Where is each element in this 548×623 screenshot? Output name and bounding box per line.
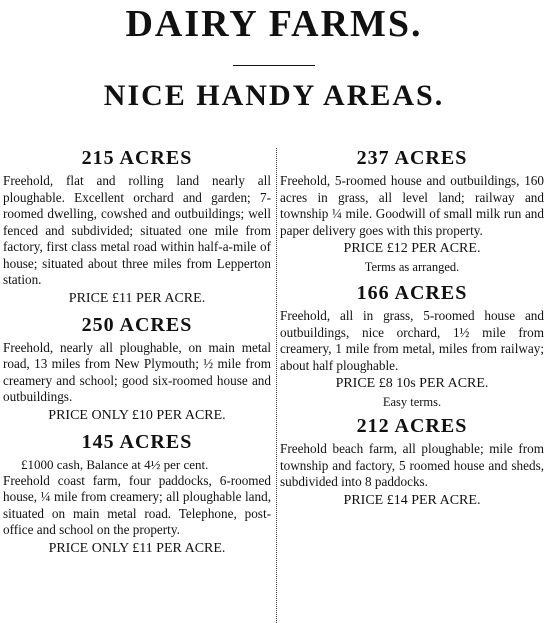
listing-heading: 145 ACRES bbox=[81, 430, 193, 453]
listing-description: Freehold coast farm, four paddocks, 6-roomed house, ¼ mile from creamery; all ploughable land, situated on main metal road. Telephone, post-office and school on the property. bbox=[3, 472, 271, 537]
listing-description: Freehold, all in grass, 5-roomed house and outbuildings, nice orchard, 1½ mile from creamery, 1 mile from metal, miles from railway; about half ploughable. bbox=[280, 308, 544, 373]
listing-heading: 212 ACRES bbox=[356, 415, 468, 437]
listing-description: Freehold, flat and rolling land nearly all ploughable. Excellent orchard and garden; 7-roomed dwelling, cowshed and outbuildings; well fenced and subdivided; situated one mile from factory, first class metal road within half-a-mile of house; situated about three miles from Lepperton station. bbox=[3, 173, 271, 287]
listing-price: PRICE £8 10s PER ACRE. bbox=[335, 376, 489, 391]
column-divider bbox=[276, 148, 277, 623]
listing-heading: 250 ACRES bbox=[81, 313, 193, 336]
listing-237-acres bbox=[280, 146, 544, 275]
listing-heading: 215 ACRES bbox=[81, 147, 193, 169]
listing-terms: Terms as arranged. bbox=[364, 260, 460, 274]
listing-price: PRICE £12 PER ACRE. bbox=[343, 241, 481, 256]
title-rule bbox=[233, 65, 315, 66]
listing-description: Freehold beach farm, all ploughable; mile from township and factory, 5 roomed house and sheds, subdivided into 8 paddocks. bbox=[280, 441, 544, 489]
listing-250-acres bbox=[3, 313, 271, 426]
left-column bbox=[3, 146, 271, 561]
right-column bbox=[280, 146, 544, 513]
page-title: DAIRY FARMS. bbox=[125, 3, 423, 45]
listing-terms: Easy terms. bbox=[382, 395, 442, 409]
listing-price: PRICE £11 PER ACRE. bbox=[68, 290, 206, 306]
listing-terms-lead: £1000 cash, Balance at 4½ per cent. bbox=[21, 456, 209, 472]
listing-price: PRICE £14 PER ACRE. bbox=[343, 492, 481, 508]
listing-215-acres bbox=[3, 146, 271, 309]
listing-description: Freehold, nearly all ploughable, on main metal road, 13 miles from New Plymouth; ½ mile from creamery and school; good six-roomed house and outbuildings. bbox=[3, 339, 271, 404]
listing-166-acres bbox=[280, 281, 544, 410]
listing-heading: 166 ACRES bbox=[356, 282, 468, 304]
listing-heading: 237 ACRES bbox=[356, 147, 468, 169]
listing-price: PRICE ONLY £10 PER ACRE. bbox=[48, 407, 226, 423]
listing-description: Freehold, 5-roomed house and outbuildings, 160 acres in grass, all level land; railway and township ¼ mile. Goodwill of small milk run and paper delivery goes with this property. bbox=[280, 173, 544, 238]
listing-price: PRICE ONLY £11 PER ACRE. bbox=[48, 540, 226, 556]
listing-145-acres bbox=[3, 430, 271, 559]
page-subtitle: NICE HANDY AREAS. bbox=[103, 79, 445, 112]
listing-212-acres bbox=[280, 414, 544, 511]
